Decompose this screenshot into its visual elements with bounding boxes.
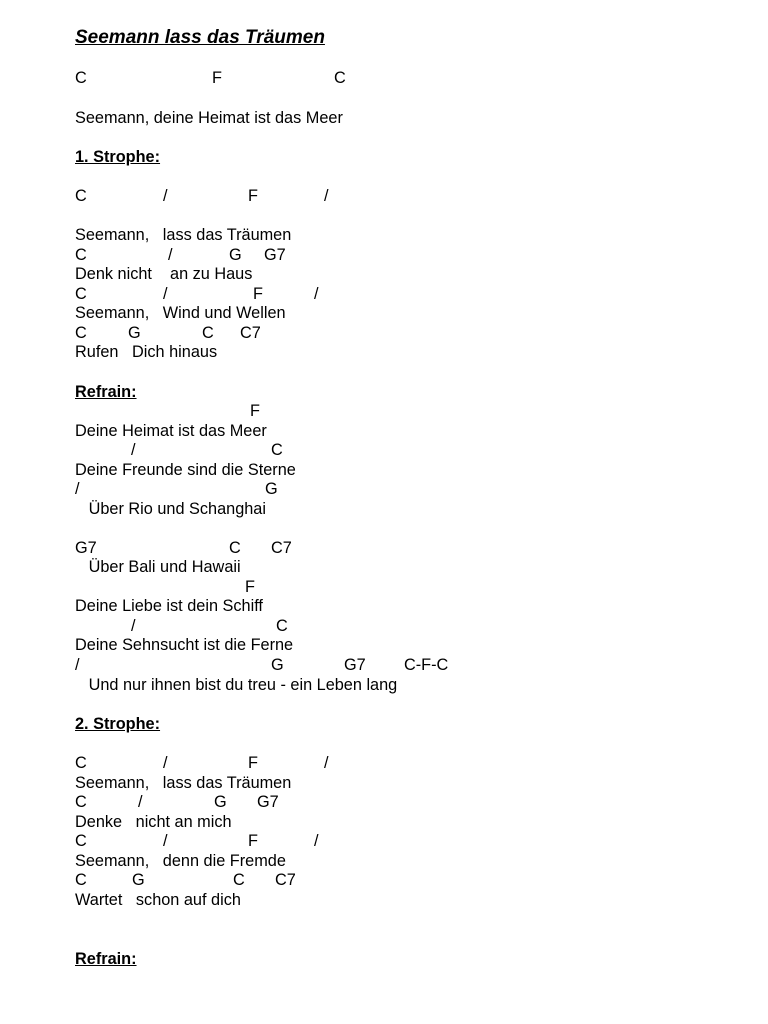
lyric-line: Über Bali und Hawaii [75, 558, 241, 576]
chord-line [75, 479, 768, 499]
chord-symbol: G [271, 656, 284, 674]
chord-symbol: F [248, 754, 258, 772]
chord-symbol: C [75, 324, 87, 342]
chord-symbol: C7 [275, 871, 296, 889]
chord-slash: / [163, 285, 168, 303]
lyric-line: Denk nicht an zu Haus [75, 265, 253, 283]
lyric-line: Und nur ihnen bist du treu - ein Leben lang [75, 676, 398, 694]
chord-symbol: C [271, 441, 283, 459]
lyric-line: Seemann, lass das Träumen [75, 226, 292, 244]
lyric-line: Wartet schon auf dich [75, 891, 241, 909]
lyric-line: Deine Sehnsucht ist die Ferne [75, 636, 294, 654]
chord-slash: / [168, 246, 173, 264]
chord-symbol: C [75, 754, 87, 772]
chord-symbol: C [75, 246, 87, 264]
chord-line [75, 655, 768, 675]
chord-symbol: C [202, 324, 214, 342]
chord-line [75, 870, 768, 890]
chord-symbol: G7 [257, 793, 279, 811]
chord-symbol: C [229, 539, 241, 557]
lyric-line: Denke nicht an mich [75, 813, 232, 831]
lyric-line: Deine Heimat ist das Meer [75, 422, 267, 440]
chord-slash: / [138, 793, 143, 811]
chord-line [75, 792, 768, 812]
chord-slash: / [314, 832, 319, 850]
chord-symbol: C [276, 617, 288, 635]
chord-slash: / [75, 656, 80, 674]
section-heading: 1. Strophe: [75, 148, 161, 166]
lyric-line: Deine Freunde sind die Sterne [75, 461, 296, 479]
chord-slash: / [324, 187, 329, 205]
chord-symbol: C [75, 793, 87, 811]
chord-slash: / [131, 617, 136, 635]
lyric-line: Seemann, denn die Fremde [75, 852, 286, 870]
chord-line [75, 284, 768, 304]
chord-line [75, 753, 768, 773]
lyric-line: Seemann, deine Heimat ist das Meer [75, 109, 343, 127]
chord-symbol: F [245, 578, 255, 596]
lyric-line: Seemann, Wind und Wellen [75, 304, 286, 322]
chord-symbol: G7 [75, 539, 97, 557]
chord-line [75, 440, 768, 460]
song-title: Seemann lass das Träumen [75, 27, 325, 48]
chord-line [75, 68, 768, 88]
chord-slash: / [314, 285, 319, 303]
chord-slash: / [324, 754, 329, 772]
section-heading: Refrain: [75, 950, 137, 968]
chord-slash: / [163, 832, 168, 850]
chord-line [75, 831, 768, 851]
chord-line [75, 401, 768, 421]
chord-symbol: C [75, 187, 87, 205]
lyric-line: Seemann, lass das Träumen [75, 774, 292, 792]
chord-line [75, 538, 768, 558]
chord-symbol: C [334, 69, 346, 87]
chord-symbol: G [128, 324, 141, 342]
chord-symbol: F [250, 402, 260, 420]
chord-symbol: C [75, 69, 87, 87]
chord-line [75, 616, 768, 636]
lyric-line: Über Rio und Schanghai [75, 500, 266, 518]
chord-symbol: G7 [264, 246, 286, 264]
chord-line [75, 323, 768, 343]
chord-slash: / [163, 187, 168, 205]
chord-symbol: C7 [240, 324, 261, 342]
chord-symbol: C [75, 285, 87, 303]
chord-symbol: F [248, 832, 258, 850]
chord-symbol: C7 [271, 539, 292, 557]
chord-symbol: F [253, 285, 263, 303]
chord-symbol: G7 [344, 656, 366, 674]
chord-symbol: F [212, 69, 222, 87]
chord-symbol: C [75, 832, 87, 850]
chord-symbol: C [233, 871, 245, 889]
chord-line [75, 577, 768, 597]
chord-slash: / [131, 441, 136, 459]
chord-slash: / [163, 754, 168, 772]
chord-symbol: G [132, 871, 145, 889]
chord-line [75, 245, 768, 265]
section-heading: Refrain: [75, 383, 137, 401]
chord-slash: / [75, 480, 80, 498]
chord-symbol: C [75, 871, 87, 889]
lyric-line: Rufen Dich hinaus [75, 343, 218, 361]
chord-symbol: C-F-C [404, 656, 449, 674]
chord-symbol: G [214, 793, 227, 811]
section-heading: 2. Strophe: [75, 715, 161, 733]
lyric-line: Deine Liebe ist dein Schiff [75, 597, 263, 615]
chord-symbol: G [265, 480, 278, 498]
chord-symbol: G [229, 246, 242, 264]
chord-symbol: F [248, 187, 258, 205]
chord-line [75, 186, 768, 206]
